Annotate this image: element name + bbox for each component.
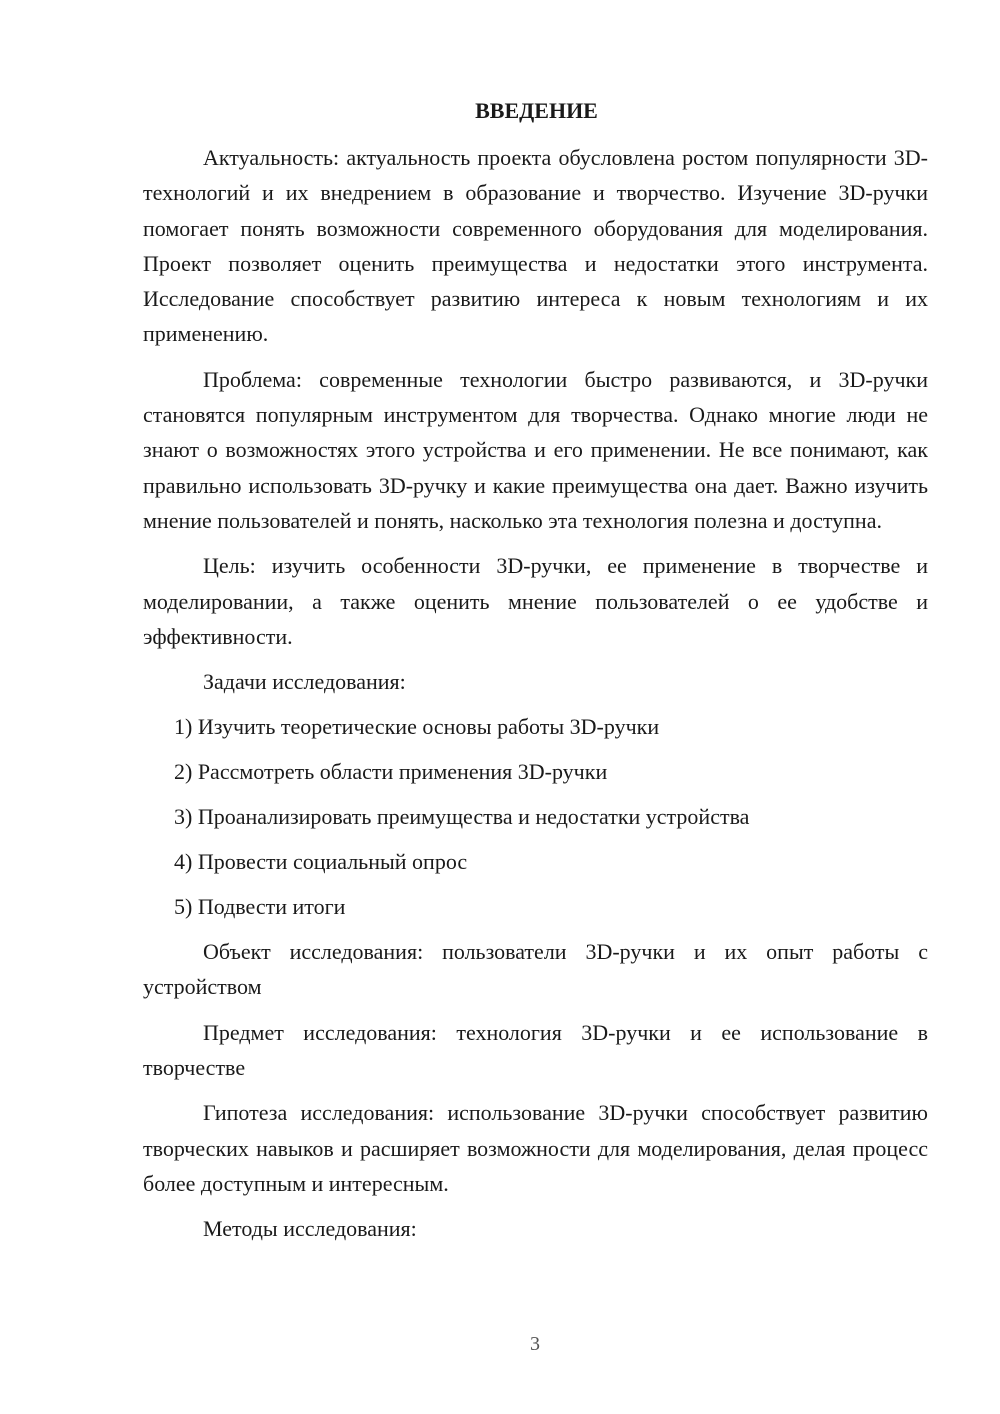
task-item-3: 3) Проанализировать преимущества и недостатки устройства	[174, 804, 750, 830]
subject-paragraph: Предмет исследования: технология 3D-ручки и ее использование в творчестве	[143, 1019, 928, 1081]
tasks-heading: Задачи исследования:	[203, 669, 406, 695]
document-page	[143, 96, 928, 1256]
goal-paragraph: Цель: изучить особенности 3D-ручки, ее применение в творчестве и моделировании, а также оценить мнение пользователей о ее удобстве и эффективности.	[143, 553, 928, 649]
tasks-list	[143, 709, 928, 924]
task-item-1: 1) Изучить теоретические основы работы 3D-ручки	[174, 714, 660, 740]
task-item-5: 5) Подвести итоги	[174, 894, 346, 920]
problem-paragraph: Проблема: современные технологии быстро развиваются, и 3D-ручки становятся популярным инструментом для творчества. Однако многие люди не знают о возможностях этого устройства и его применении. Не все понимают, как правильно использовать 3D-ручку и какие преимущества она дает. Важно изучить мнение пользователей и понять, насколько эта технология полезна и доступна.	[143, 366, 928, 533]
relevance-paragraph: Актуальность: актуальность проекта обусловлена ростом популярности 3D-технологий и их внедрением в образование и творчество. Изучение 3D-ручки помогает понять возможности современного оборудования для моделирования. Проект позволяет оценить преимущества и недостатки этого инструмента. Исследование способствует развитию интереса к новым технологиям и их применению.	[143, 145, 928, 347]
hypothesis-paragraph: Гипотеза исследования: использование 3D-ручки способствует развитию творческих навыков и расширяет возможности для моделирования, делая процесс более доступным и интересным.	[143, 1100, 928, 1196]
methods-heading: Методы исследования:	[203, 1216, 417, 1242]
object-paragraph: Объект исследования: пользователи 3D-ручки и их опыт работы с устройством	[143, 939, 928, 1000]
page-title: ВВЕДЕНИЕ	[475, 98, 598, 123]
task-item-2: 2) Рассмотреть области применения 3D-ручки	[174, 759, 608, 785]
task-item-4: 4) Провести социальный опрос	[174, 849, 468, 875]
page-number: 3	[530, 1333, 540, 1355]
